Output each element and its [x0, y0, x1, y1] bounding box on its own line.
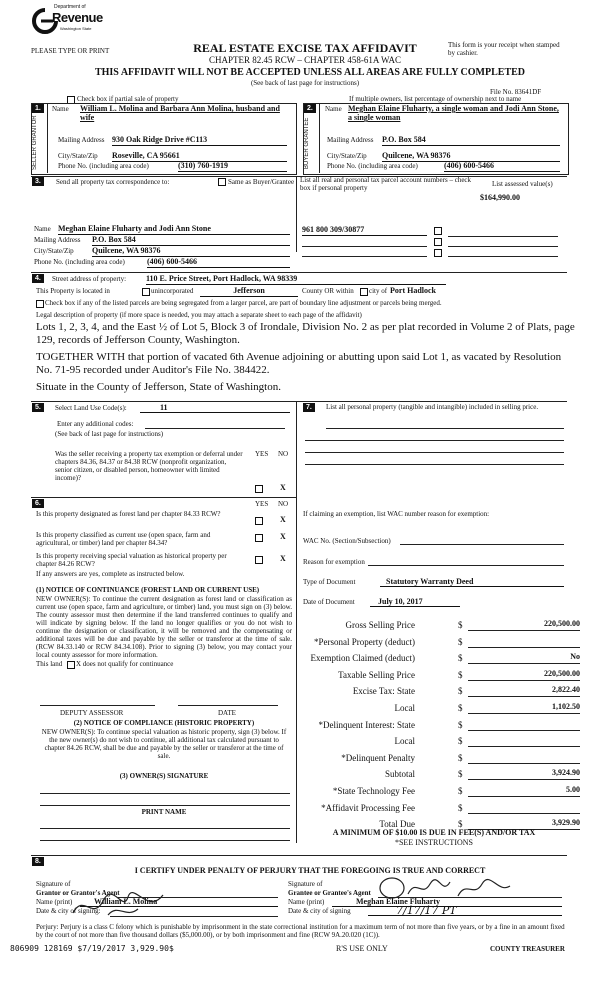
legal-desc-paragraph-1: Lots 1, 2, 3, 4, and the East ½ of Lot 5, Block 3 of Irondale, Division No. 2 as per plat recorded in Volume 2 of Plats, page 129, records of Jefferson County, Washington.	[36, 321, 575, 347]
partial-sale-label: Check box if partial sale of property	[77, 95, 179, 103]
s3-city-label: City/State/Zip	[34, 247, 74, 255]
fee-value[interactable]: 1,102.50	[468, 702, 580, 714]
fee-currency: $	[458, 769, 463, 780]
s3-name-label: Name	[34, 225, 51, 233]
s3-name[interactable]: Meghan Elaine Fluharty and Jodi Ann Stone	[58, 224, 290, 235]
fee-row	[300, 686, 590, 700]
notice-compliance-body: NEW OWNER(S): To continue special valuation as historic property, sign (3) below. If the new owner(s) do not wish to continue, all additional tax calculated pursuant to chapter 84.26 RCW, shall be due and payable by the seller or transferor at the time of sale.	[41, 728, 287, 761]
seller-name[interactable]: William L. Molina and Barbara Ann Molina, husband and wife	[80, 104, 280, 123]
fee-row	[300, 620, 590, 634]
s3-phone[interactable]: (406) 600-5466	[147, 257, 290, 268]
fee-label: Total Due	[379, 819, 415, 830]
logo-word: Revenue	[52, 10, 103, 25]
seller-name-label: Name	[52, 105, 69, 113]
grantee-date[interactable]: 7/17/17 PT	[368, 904, 562, 916]
buyer-city-label: City/State/Zip	[327, 152, 367, 160]
legal-desc-label: Legal description of property (if more space is needed, you may attach a separate sheet to each page of the affidavit)	[36, 311, 362, 319]
seller-phone-label: Phone No. (including area code)	[58, 162, 149, 170]
buyer-side-label: BUYER GRANTEE	[304, 117, 310, 169]
land-use-code[interactable]: 11	[140, 403, 290, 413]
section-3-number: 3.	[32, 177, 44, 186]
doc-type-label: Type of Document	[303, 578, 356, 586]
if-yes-instruction: If any answers are yes, complete as instructed below.	[36, 570, 185, 578]
wac-number-label: WAC No. (Section/Subsection)	[303, 537, 391, 545]
fee-currency: $	[458, 620, 463, 630]
street-label: Street address of property:	[52, 275, 127, 283]
legal-desc-paragraph-2: TOGETHER WITH that portion of vacated 6th Avenue adjoining or abutting upon said Lot 1, as vacated by Resolution No. 71-95 recorded under Auditor's File No. 384422.	[36, 351, 562, 377]
assessor-date-label: DATE	[218, 709, 236, 717]
unincorporated-label: unincorporated	[151, 287, 194, 295]
fee-currency: $	[458, 752, 463, 763]
please-type: PLEASE TYPE OR PRINT	[31, 47, 110, 55]
section-2-number: 2.	[304, 104, 316, 113]
county-treasurer-label: COUNTY TREASURER	[490, 945, 565, 953]
s5-yes-header: YES	[255, 450, 269, 458]
fee-label: Excise Tax: State	[352, 686, 415, 697]
grantor-name-label: Name (print)	[36, 898, 73, 906]
seller-mailing[interactable]: 930 Oak Ridge Drive #C113	[112, 135, 287, 146]
fee-label: *Delinquent Penalty	[341, 752, 415, 763]
this-land-label: This land	[36, 660, 63, 668]
parcel-personal-checkbox-2[interactable]	[434, 238, 442, 246]
fee-label: *Personal Property (deduct)	[314, 636, 415, 647]
s5-see-back: (See back of last page for instructions)	[55, 430, 164, 438]
fee-value[interactable]: 3,924.90	[468, 768, 580, 780]
notice-compliance-title: (2) NOTICE OF COMPLIANCE (HISTORIC PROPERTY)	[73, 719, 255, 727]
seller-mailing-label: Mailing Address	[58, 136, 105, 144]
fee-value[interactable]: 220,500.00	[468, 669, 580, 681]
s3-phone-label: Phone No. (including area code)	[34, 258, 125, 266]
parcel-header: List all real and personal tax parcel account numbers – check box if personal property	[300, 176, 472, 193]
fee-currency: $	[458, 819, 463, 830]
historic-question: Is this property receiving special valuation as historical property per chapter 84.26 RCW?	[36, 552, 227, 569]
section-6-number: 6.	[32, 499, 44, 508]
receipt-note: This form is your receipt when stamped by cashier.	[448, 41, 560, 58]
fee-currency: $	[458, 636, 463, 647]
exemption-yes-checkbox[interactable]	[255, 485, 263, 493]
fee-value[interactable]: No	[468, 652, 580, 664]
fee-value[interactable]	[468, 752, 580, 764]
fee-row	[300, 653, 590, 667]
logo-line1: Department of	[54, 4, 86, 10]
forest-land-question: Is this property designated as forest land per chapter 84.33 RCW?	[36, 510, 221, 518]
buyer-phone-label: Phone No. (including area code)	[327, 162, 418, 170]
fee-label: Taxable Selling Price	[338, 669, 415, 680]
buyer-phone[interactable]: (406) 600-5466	[444, 161, 560, 172]
fee-label: Local	[394, 736, 415, 747]
assessed-value[interactable]: $164,990.00	[480, 193, 520, 202]
historic-yes-checkbox[interactable]	[255, 556, 263, 564]
fee-row	[300, 736, 590, 750]
grantee-sig-label: Signature of	[288, 880, 323, 888]
exemption-wac-label: If claiming an exemption, list WAC number reason for exemption:	[303, 510, 490, 518]
minimum-fee-notice: A MINIMUM OF $10.00 IS DUE IN FEE(S) AND/OR TAX	[332, 828, 536, 837]
does-not-qualify-label: X does not qualify for continuance	[76, 660, 174, 668]
form-subtitle: CHAPTER 82.45 RCW – CHAPTER 458-61A WAC	[209, 55, 401, 65]
section-5-number: 5.	[32, 403, 44, 412]
fee-row	[300, 803, 590, 817]
fee-label: *Delinquent Interest: State	[318, 719, 415, 730]
form-title: REAL ESTATE EXCISE TAX AFFIDAVIT	[193, 41, 417, 55]
see-instructions-note: *SEE INSTRUCTIONS	[394, 838, 473, 847]
county-or-within: County OR within	[302, 287, 354, 295]
fee-currency: $	[458, 719, 463, 730]
fee-value[interactable]: 5.00	[468, 785, 580, 797]
multiple-owners-note: If multiple owners, list percentage of ownership next to name	[349, 95, 522, 103]
grantor-name[interactable]: William L. Molina	[80, 897, 278, 907]
section-7-number: 7.	[303, 403, 315, 412]
exemption-reason-label: Reason for exemption	[303, 558, 365, 566]
street-address[interactable]: 110 E. Price Street, Port Hadlock, WA 98339	[146, 274, 446, 285]
logo-line2: Washington State	[60, 26, 92, 31]
assessed-header: List assessed value(s)	[492, 180, 553, 188]
warning-banner: THIS AFFIDAVIT WILL NOT BE ACCEPTED UNLESS ALL AREAS ARE FULLY COMPLETED	[94, 67, 526, 78]
buyer-side-strip	[304, 114, 318, 172]
forest-yes-checkbox[interactable]	[255, 517, 263, 525]
fee-value[interactable]: 2,822.40	[468, 685, 580, 697]
buyer-name-label: Name	[325, 105, 342, 113]
fee-row	[300, 753, 590, 767]
seller-side-strip	[32, 114, 46, 172]
fee-value[interactable]	[468, 802, 580, 814]
send-correspondence-label: Send all property tax correspondence to:	[56, 178, 170, 186]
fee-currency: $	[458, 669, 463, 680]
grantee-signature-scribble	[378, 874, 518, 902]
grantor-signature-scribble	[68, 883, 188, 923]
s3-mailing[interactable]: P.O. Box 584	[92, 235, 290, 246]
fee-row	[300, 670, 590, 684]
fee-currency: $	[458, 686, 463, 697]
grantee-sig-label-2: Grantee or Grantee's Agent	[288, 889, 371, 897]
fee-currency: $	[458, 653, 463, 664]
doc-date[interactable]: July 10, 2017	[370, 597, 460, 607]
same-as-buyer-checkbox[interactable]	[218, 178, 226, 186]
fee-row	[300, 720, 590, 734]
same-as-buyer-label: Same as Buyer/Grantee	[228, 178, 295, 186]
print-name-label: PRINT NAME	[141, 808, 187, 816]
seller-city-label: City/State/Zip	[58, 152, 98, 160]
deputy-assessor-label: DEPUTY ASSESSOR	[60, 709, 124, 717]
parcel-number[interactable]: 961 800 309/30877	[302, 225, 427, 236]
fee-label: Gross Selling Price	[345, 620, 415, 630]
fee-currency: $	[458, 802, 463, 813]
section-4-number: 4.	[32, 274, 44, 283]
notice-continuance-body: NEW OWNER(S): To continue the current designation as forest land or classification as current use (open space, farm and agriculture, or timber) land, you must sign on (3) below. The county assessor must then determine if the land transferred continues to qualify and will indicate by signing below. If the land no longer qualifies or you do not wish to continue the designation or classification, it will be removed and the compensating or additional taxes will be due and payable by the seller or transferor at the time of sale. (RCW 84.33.140 or RCW 84.34.108). Prior to signing (3) below, you may contact your local county assessor for more information.	[36, 595, 292, 660]
buyer-mailing[interactable]: P.O. Box 584	[382, 135, 560, 146]
parcel-personal-checkbox-1[interactable]	[434, 227, 442, 235]
s5-no-header: NO	[278, 450, 289, 458]
grantee-name-label: Name (print)	[288, 898, 325, 906]
certify-statement: I CERTIFY UNDER PENALTY OF PERJURY THAT THE FOREGOING IS TRUE AND CORRECT	[134, 866, 486, 875]
section-8-number: 8.	[32, 857, 44, 866]
grantee-date-label: Date & city of signing	[288, 907, 351, 915]
fee-currency: $	[458, 736, 463, 747]
county-name[interactable]: Jefferson	[200, 286, 298, 297]
buyer-mailing-label: Mailing Address	[327, 136, 374, 144]
s3-city[interactable]: Quilcene, WA 98376	[92, 246, 290, 257]
grantee-name[interactable]: Meghan Elaine Fluharty	[332, 897, 562, 907]
current-use-no-mark[interactable]: X	[280, 532, 286, 541]
fee-label: Exemption Claimed (deduct)	[310, 653, 415, 664]
grantor-sig-label: Signature of	[36, 880, 71, 888]
doc-type[interactable]: Statutory Warranty Deed	[380, 577, 564, 587]
buyer-name[interactable]: Meghan Elaine Fluharty, a single woman and Jodi Ann Stone, a single woman	[348, 104, 559, 123]
additional-codes-label: Enter any additional codes:	[57, 420, 134, 428]
s6-yes-header: YES	[255, 500, 269, 508]
fee-label: Subtotal	[384, 769, 415, 780]
fee-row	[300, 703, 590, 717]
land-use-label: Select Land Use Code(s):	[55, 404, 127, 412]
seller-phone[interactable]: (310) 760-1919	[178, 161, 287, 172]
parcel-personal-checkbox-3[interactable]	[434, 249, 442, 257]
dor-logo	[32, 4, 102, 40]
fee-value[interactable]: 220,500.00	[468, 619, 580, 631]
section-1-number: 1.	[32, 104, 44, 113]
exemption-question: Was the seller receiving a property tax exemption or deferral under chapters 84.36, 84.37 or 84.38 RCW (nonprofit organization, senior citizen, or disabled person, homeowner with limited income)?	[55, 450, 243, 483]
fee-label: *Affidavit Processing Fee	[321, 802, 415, 813]
grantor-sig-label-2: Grantor or Grantor's Agent	[36, 889, 120, 897]
file-number: File No. 83641DF	[490, 88, 542, 96]
seller-city[interactable]: Roseville, CA 95661	[112, 151, 287, 162]
notice-continuance-title: (1) NOTICE OF CONTINUANCE (FOREST LAND OR CURRENT USE)	[36, 586, 260, 594]
fee-row	[300, 786, 590, 800]
fee-value[interactable]	[468, 636, 580, 648]
city-name[interactable]: Port Hadlock	[390, 286, 436, 295]
city-of-label: city of	[369, 287, 388, 295]
segregated-label: Check box if any of the listed parcels are being segregated from a larger parcel, are part of boundary line adjustment or parcels being merged.	[45, 299, 442, 307]
current-use-question: Is this property classified as current use (open space, farm and agricultural, or timber) land per chapter 84.34?	[36, 531, 211, 548]
personal-property-label: List all personal property (tangible and intangible) included in selling price.	[326, 403, 539, 411]
grantor-date-label: Date & city of signing:	[36, 907, 101, 915]
legal-desc-paragraph-3: Situate in the County of Jefferson, State of Washington.	[36, 381, 281, 393]
fee-row	[300, 769, 590, 783]
buyer-city[interactable]: Quilcene, WA 98376	[382, 151, 560, 162]
cashier-stamp: 806909 128169 $7/19/2017 3,929.90$	[10, 944, 174, 953]
treasurer-use-only: R'S USE ONLY	[336, 944, 388, 953]
exemption-no-mark[interactable]: X	[280, 483, 286, 492]
located-in-label: This Property is located in	[36, 287, 110, 295]
fee-value[interactable]: 3,929.90	[468, 818, 580, 830]
land-does-checkbox[interactable]	[67, 661, 75, 669]
s6-no-header: NO	[278, 500, 289, 508]
current-use-yes-checkbox[interactable]	[255, 534, 263, 542]
fee-value[interactable]	[468, 735, 580, 747]
doc-date-label: Date of Document	[303, 598, 355, 606]
fee-label: *State Technology Fee	[332, 786, 415, 796]
see-back-note: (See back of last page for instructions)	[250, 79, 360, 87]
seller-side-label: SELLER GRANTOR	[32, 115, 38, 171]
fee-label: Local	[394, 703, 415, 713]
city-checkbox[interactable]	[360, 288, 368, 296]
s3-mailing-label: Mailing Address	[34, 236, 81, 244]
fee-value[interactable]	[468, 719, 580, 731]
owner-signature-label: (3) OWNER(S) SIGNATURE	[119, 772, 209, 780]
segregated-checkbox[interactable]	[36, 300, 44, 308]
fee-currency: $	[458, 786, 463, 796]
historic-no-mark[interactable]: X	[280, 554, 286, 563]
fee-row	[300, 637, 590, 651]
fee-currency: $	[458, 703, 463, 713]
forest-no-mark[interactable]: X	[280, 515, 286, 524]
perjury-warning: Perjury: Perjury is a class C felony which is punishable by imprisonment in the state correctional institution for a maximum term of not more than five years, or by a fine in an amount fixed by the court of not more than five thousand dollars ($5,000.00), or by both imprisonment and fine (RCW 9A.20.020 (1C)).	[36, 923, 565, 940]
unincorporated-checkbox[interactable]	[142, 288, 150, 296]
